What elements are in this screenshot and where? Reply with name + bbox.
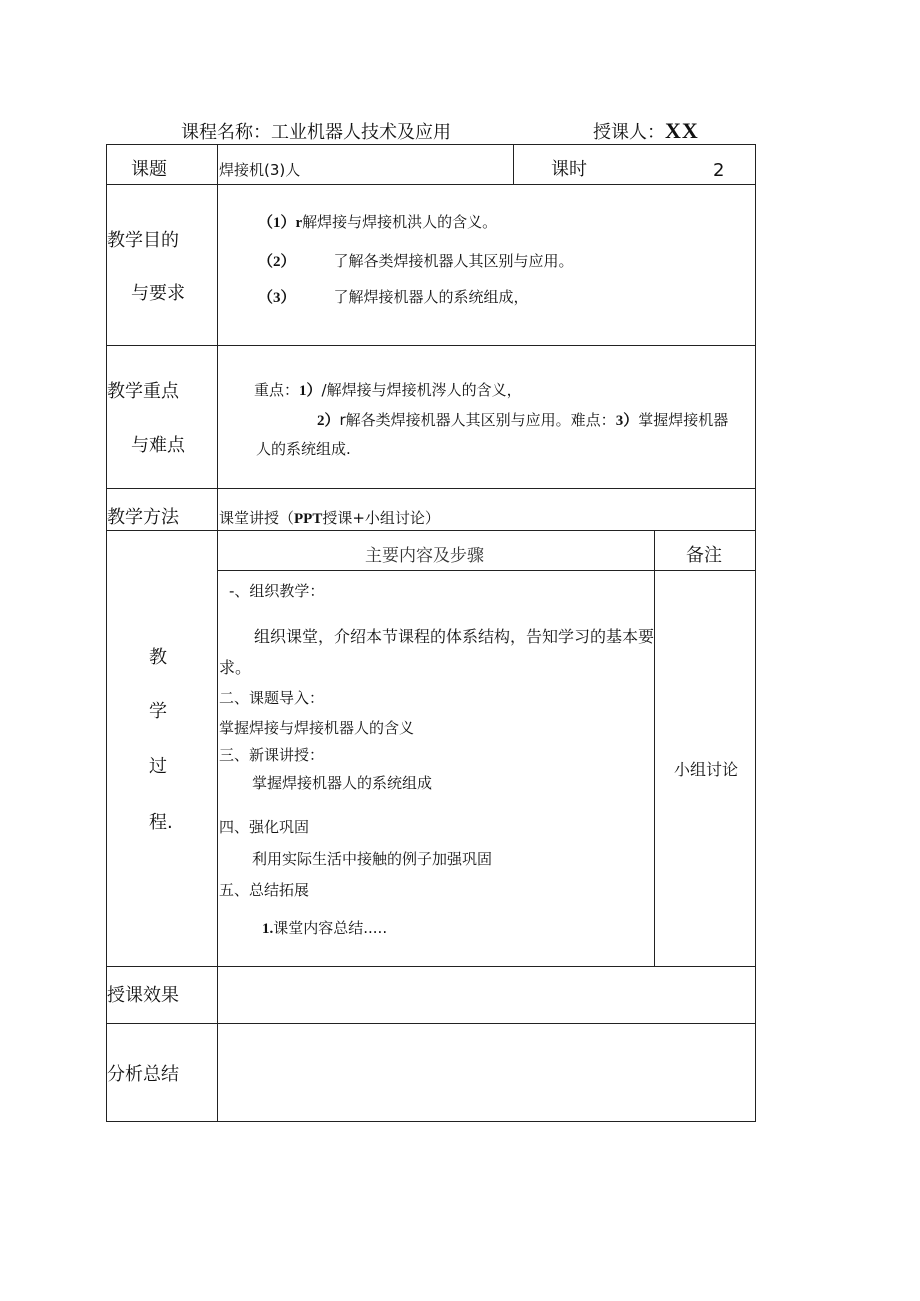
note-header: 备注	[686, 545, 722, 566]
hours-label: 课时	[551, 159, 587, 180]
step-body	[262, 921, 387, 937]
step-title: -、组织教学：	[229, 582, 325, 600]
step-number: 1.	[262, 921, 274, 937]
objective-item-text: 解焊接与焊接机洪人的含义。	[302, 213, 498, 231]
objective-item	[258, 254, 574, 270]
objective-item-number: （3）	[258, 290, 296, 306]
step-body: 掌握焊接机器人的系统组成	[252, 774, 433, 792]
row-divider	[106, 966, 756, 967]
teacher-label: 授课人：	[593, 122, 665, 143]
column-divider	[513, 144, 514, 184]
column-divider	[217, 144, 218, 1122]
row-divider	[106, 184, 756, 185]
keypoints-number: 1）	[299, 383, 322, 399]
step-body: 求。	[219, 658, 252, 677]
method-ppt: PPT	[294, 511, 323, 527]
topic-label: 课题	[131, 159, 167, 180]
step-body: 组织课堂，介绍本节课程的体系结构，告知学习的基本要	[254, 627, 655, 646]
process-label-char: 教	[149, 647, 167, 668]
process-label-char: 过	[149, 756, 167, 777]
main-content-header: 主要内容及步骤	[365, 546, 484, 566]
objectives-label-line2: 与要求	[131, 283, 185, 304]
keypoints-prefix: 重点：	[254, 381, 300, 399]
objective-item-text: 了解各类焊接机器人其区别与应用。	[333, 252, 574, 270]
keypoints-text: /解焊接与焊接机涔人的含义，	[321, 381, 522, 399]
step-title: 四、强化巩固	[219, 818, 310, 836]
method-label: 教学方法	[107, 507, 179, 528]
column-divider	[654, 530, 655, 966]
keypoints-line	[254, 383, 522, 399]
objective-item-number: （1）r	[258, 215, 303, 231]
method-value	[219, 511, 440, 527]
keypoints-label-line1: 教学重点	[107, 381, 179, 402]
row-divider	[106, 345, 756, 346]
objective-item-text: 了解焊接机器人的系统组成，	[333, 288, 529, 306]
process-label-char: 程.	[149, 812, 173, 833]
row-divider	[106, 1023, 756, 1024]
row-divider	[106, 488, 756, 489]
keypoints-number: 2）	[317, 413, 340, 429]
summary-label: 分析总结	[107, 1064, 179, 1085]
course-name-label: 课程名称：	[181, 122, 271, 143]
step-title: 二、课题导入：	[219, 689, 325, 707]
keypoints-label-line2: 与难点	[131, 435, 185, 456]
step-title: 五、总结拓展	[219, 881, 310, 899]
teacher-name: XX	[665, 118, 699, 143]
keypoints-text: r解各类焊接机器人其区别与应用。难点：	[339, 411, 616, 429]
note-value: 小组讨论	[674, 760, 739, 779]
course-title-line	[181, 118, 451, 144]
step-body: 掌握焊接与焊接机器人的含义	[219, 719, 415, 737]
course-name-value: 工业机器人技术及应用	[271, 122, 451, 143]
step-title: 三、新课讲授：	[219, 746, 325, 764]
keypoints-number: 3）	[615, 413, 639, 429]
objective-item	[258, 290, 529, 306]
row-divider	[106, 530, 756, 531]
objective-item	[258, 215, 497, 231]
topic-value: 焊接机(3)人	[219, 161, 301, 179]
method-suffix: 授课+小组讨论）	[322, 509, 440, 527]
keypoints-text: 掌握焊接机器	[638, 411, 729, 429]
step-body: 利用实际生活中接触的例子加强巩固	[252, 850, 493, 868]
keypoints-line	[317, 413, 728, 429]
objective-item-number: （2）	[258, 254, 296, 270]
objectives-label-line1: 教学目的	[107, 230, 179, 251]
step-body-text: 课堂内容总结.....	[273, 919, 388, 937]
row-divider	[218, 570, 756, 571]
effect-label: 授课效果	[107, 985, 179, 1006]
teacher-line	[593, 118, 699, 144]
process-label-char: 学	[149, 701, 167, 722]
keypoints-line: 人的系统组成.	[256, 440, 351, 458]
method-prefix: 课堂讲授（	[219, 509, 295, 527]
hours-value: 2	[713, 160, 725, 181]
